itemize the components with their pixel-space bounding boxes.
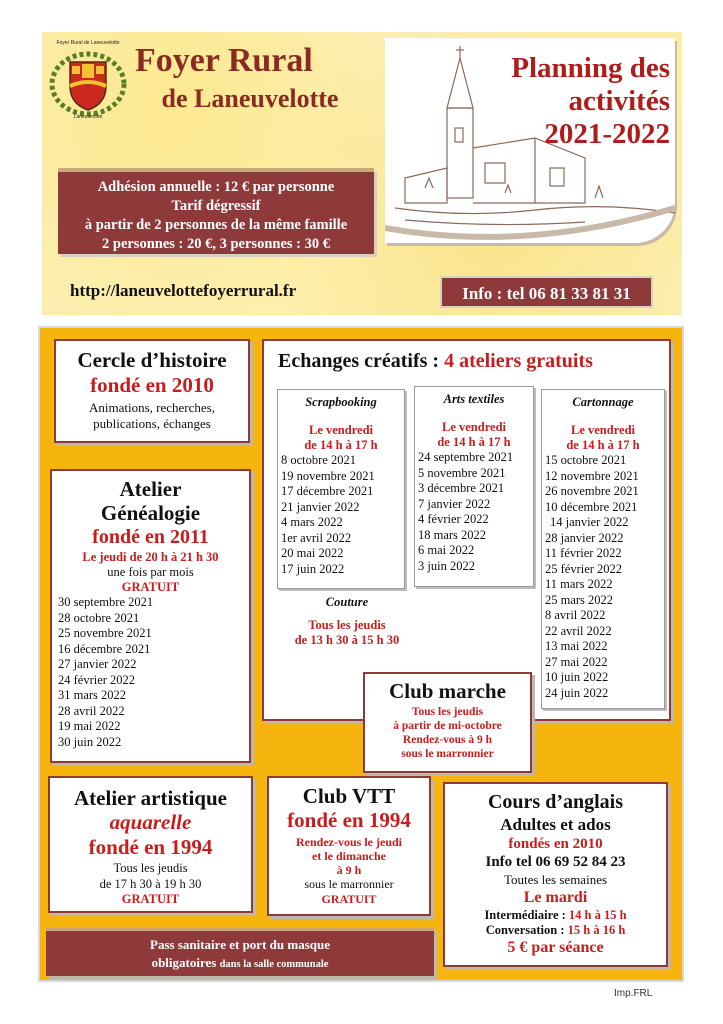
aquarelle-price: GRATUIT [121, 892, 180, 906]
arts-time: de 14 h à 17 h [437, 435, 511, 449]
genealogie-founded: fondé en 2011 [92, 526, 209, 548]
list-item: 26 novembre 2021 [545, 484, 639, 498]
genealogie-title-1: Atelier [119, 477, 182, 501]
genealogie-dates [52, 595, 249, 750]
coat-of-arms-icon [48, 40, 128, 120]
level-1-time: 14 h à 15 h [568, 908, 627, 922]
list-item: 13 mai 2022 [545, 639, 608, 653]
arts-day: Le vendredi [441, 420, 506, 434]
arts-title: Arts textiles [443, 392, 505, 406]
aquarelle-founded: fondé en 1994 [88, 835, 213, 859]
anglais-title: Cours d’anglais [487, 791, 624, 813]
list-item: 21 janvier 2022 [281, 499, 360, 514]
genealogie-box [50, 469, 251, 763]
crest-text-top: Foyer Rural de Laneuvelotte [56, 40, 120, 46]
vtt-line-1: Rendez-vous le jeudi [296, 835, 402, 849]
arts-dates [415, 450, 533, 574]
list-item: 10 décembre 2021 [545, 499, 638, 514]
list-item: 12 novembre 2021 [545, 468, 639, 483]
marche-line-3: Rendez-vous à 9 h [402, 734, 493, 746]
title-foyer-rural: Foyer Rural [135, 42, 313, 79]
website-link[interactable]: http://laneuvelottefoyerrural.fr [70, 281, 297, 300]
cercle-desc-1: Animations, recherches, [89, 400, 215, 415]
list-item: 10 juin 2022 [545, 670, 609, 684]
list-item: 11 février 2022 [545, 546, 622, 560]
vtt-line-4: sous le marronnier [304, 877, 394, 891]
couture-title: Couture [325, 595, 369, 609]
list-item: 25 mars 2022 [545, 592, 614, 607]
aquarelle-subtitle: aquarelle [109, 810, 192, 834]
cartonnage-dates [542, 453, 664, 701]
adhesion-line: Adhésion annuelle : 12 € par personne [97, 179, 335, 195]
anglais-frequency: Toutes les semaines [503, 872, 608, 887]
cercle-histoire-box [54, 339, 250, 443]
planning-line-1: Planning des [511, 52, 670, 84]
vtt-line-3: à 9 h [336, 863, 362, 877]
list-item: 6 mai 2022 [418, 543, 475, 557]
banner-line-2 [46, 954, 434, 974]
list-item: 24 juin 2022 [545, 685, 609, 700]
title-laneuvelotte: de Laneuvelotte [161, 84, 339, 113]
couture-section [277, 595, 417, 648]
atelier-artistique-box [48, 776, 253, 913]
vtt-title: Club VTT [302, 784, 396, 808]
scrapbooking-dates [278, 453, 404, 577]
arts-textiles-box [414, 386, 534, 587]
list-item: 18 mars 2022 [418, 527, 487, 542]
list-item: 17 décembre 2021 [281, 484, 374, 498]
marche-line-1: Tous les jeudis [411, 706, 484, 718]
pass-sanitaire-banner [46, 928, 434, 976]
anglais-info: Info tel 06 69 52 84 23 [485, 854, 626, 870]
aquarelle-line-2: de 17 h 30 à 19 h 30 [99, 877, 202, 891]
list-item: 25 février 2022 [545, 561, 623, 576]
list-item: 20 mai 2022 [281, 546, 344, 560]
genealogie-frequency: une fois par mois [107, 565, 194, 579]
banner-line-2-rest: dans la salle communale [219, 959, 329, 970]
echanges-title-text: Echanges créatifs : [278, 350, 440, 372]
banner-line-2-bold: obligatoires [151, 955, 217, 970]
aquarelle-line-1: Tous les jeudis [113, 861, 188, 875]
list-item: 27 janvier 2022 [58, 657, 137, 671]
crest-text-bottom: Laneuvelotte [73, 114, 103, 120]
planning-line-2: activités [568, 85, 670, 117]
list-item: 30 juin 2022 [58, 734, 122, 749]
anglais-level-1 [445, 908, 666, 923]
cours-anglais-box [443, 782, 668, 967]
genealogie-price: GRATUIT [121, 580, 180, 594]
list-item: 16 décembre 2021 [58, 641, 151, 656]
list-item: 1er avril 2022 [281, 530, 352, 545]
cercle-title: Cercle d’histoire [77, 348, 227, 372]
cartonnage-box [541, 389, 665, 709]
cartonnage-title: Cartonnage [572, 395, 634, 409]
printer-mark: Imp.FRL [614, 988, 653, 999]
aquarelle-title: Atelier artistique [74, 786, 227, 810]
club-marche-box [363, 672, 532, 773]
list-item: 5 novembre 2021 [418, 465, 506, 480]
cercle-desc-2: publications, échanges [93, 416, 211, 431]
scrapbooking-time: de 14 h à 17 h [304, 438, 378, 452]
cartonnage-time: de 14 h à 17 h [566, 438, 640, 452]
vtt-line-2: et le dimanche [312, 849, 386, 863]
couture-line-2: de 13 h 30 à 15 h 30 [294, 633, 400, 647]
list-item: 27 mai 2022 [545, 654, 608, 669]
scrapbooking-title: Scrapbooking [305, 395, 377, 409]
list-item: 4 mars 2022 [281, 515, 343, 529]
list-item: 15 octobre 2021 [545, 453, 627, 467]
list-item: 30 septembre 2021 [58, 595, 154, 609]
couture-line-1: Tous les jeudis [308, 618, 386, 632]
scrapbooking-box [277, 389, 405, 589]
adhesion-line: Tarif dégressif [171, 198, 261, 214]
list-item: 28 janvier 2022 [545, 530, 624, 545]
level-1-label: Intermédiaire : [484, 908, 566, 922]
club-vtt-box [267, 776, 431, 916]
list-item: 28 octobre 2021 [58, 610, 140, 625]
list-item: 14 janvier 2022 [550, 515, 629, 529]
scrapbooking-day: Le vendredi [308, 423, 373, 437]
genealogie-schedule: Le jeudi de 20 h à 21 h 30 [82, 550, 219, 564]
anglais-day: Le mardi [523, 889, 588, 906]
anglais-level-2 [445, 923, 666, 938]
list-item: 19 novembre 2021 [281, 468, 375, 483]
planning-title [470, 52, 670, 151]
list-item: 24 février 2022 [58, 672, 136, 687]
vtt-founded: fondé en 1994 [287, 808, 411, 832]
anglais-subtitle: Adultes et ados [500, 815, 611, 834]
list-item: 28 avril 2022 [58, 703, 125, 718]
level-2-label: Conversation : [485, 923, 565, 937]
adhesion-line: 2 personnes : 20 €, 3 personnes : 30 € [102, 236, 330, 252]
list-item: 8 octobre 2021 [281, 453, 356, 467]
list-item: 4 février 2022 [418, 512, 489, 526]
anglais-founded: fondés en 2010 [508, 836, 603, 852]
list-item: 24 septembre 2021 [418, 450, 514, 464]
list-item: 31 mars 2022 [58, 688, 127, 702]
info-phone: Info : tel 06 81 33 81 31 [440, 276, 653, 308]
list-item: 3 juin 2022 [418, 558, 475, 573]
adhesion-box [58, 168, 374, 254]
list-item: 22 avril 2022 [545, 623, 612, 638]
planning-line-3: 2021-2022 [544, 118, 670, 150]
list-item: 11 mars 2022 [545, 577, 613, 591]
list-item: 7 janvier 2022 [418, 496, 491, 511]
list-item: 8 avril 2022 [545, 608, 606, 622]
list-item: 25 novembre 2021 [58, 626, 152, 640]
banner-line-1: Pass sanitaire et port du masque [150, 937, 330, 952]
cartonnage-day: Le vendredi [570, 423, 635, 437]
marche-line-4: sous le marronnier [401, 748, 494, 760]
genealogie-title-2: Généalogie [100, 501, 201, 525]
echanges-highlight: 4 ateliers gratuits [444, 350, 593, 372]
list-item: 17 juin 2022 [281, 561, 345, 576]
echanges-title [264, 350, 669, 373]
adhesion-line: à partir de 2 personnes de la même famille [84, 217, 348, 233]
list-item: 19 mai 2022 [58, 719, 121, 733]
list-item: 3 décembre 2021 [418, 481, 505, 495]
marche-line-2: à partir de mi-octobre [393, 720, 502, 732]
marche-title: Club marche [389, 679, 506, 703]
anglais-price: 5 € par séance [507, 939, 604, 956]
level-2-time: 15 h à 16 h [567, 923, 626, 937]
vtt-price: GRATUIT [321, 892, 377, 906]
cercle-founded: fondé en 2010 [90, 373, 214, 397]
